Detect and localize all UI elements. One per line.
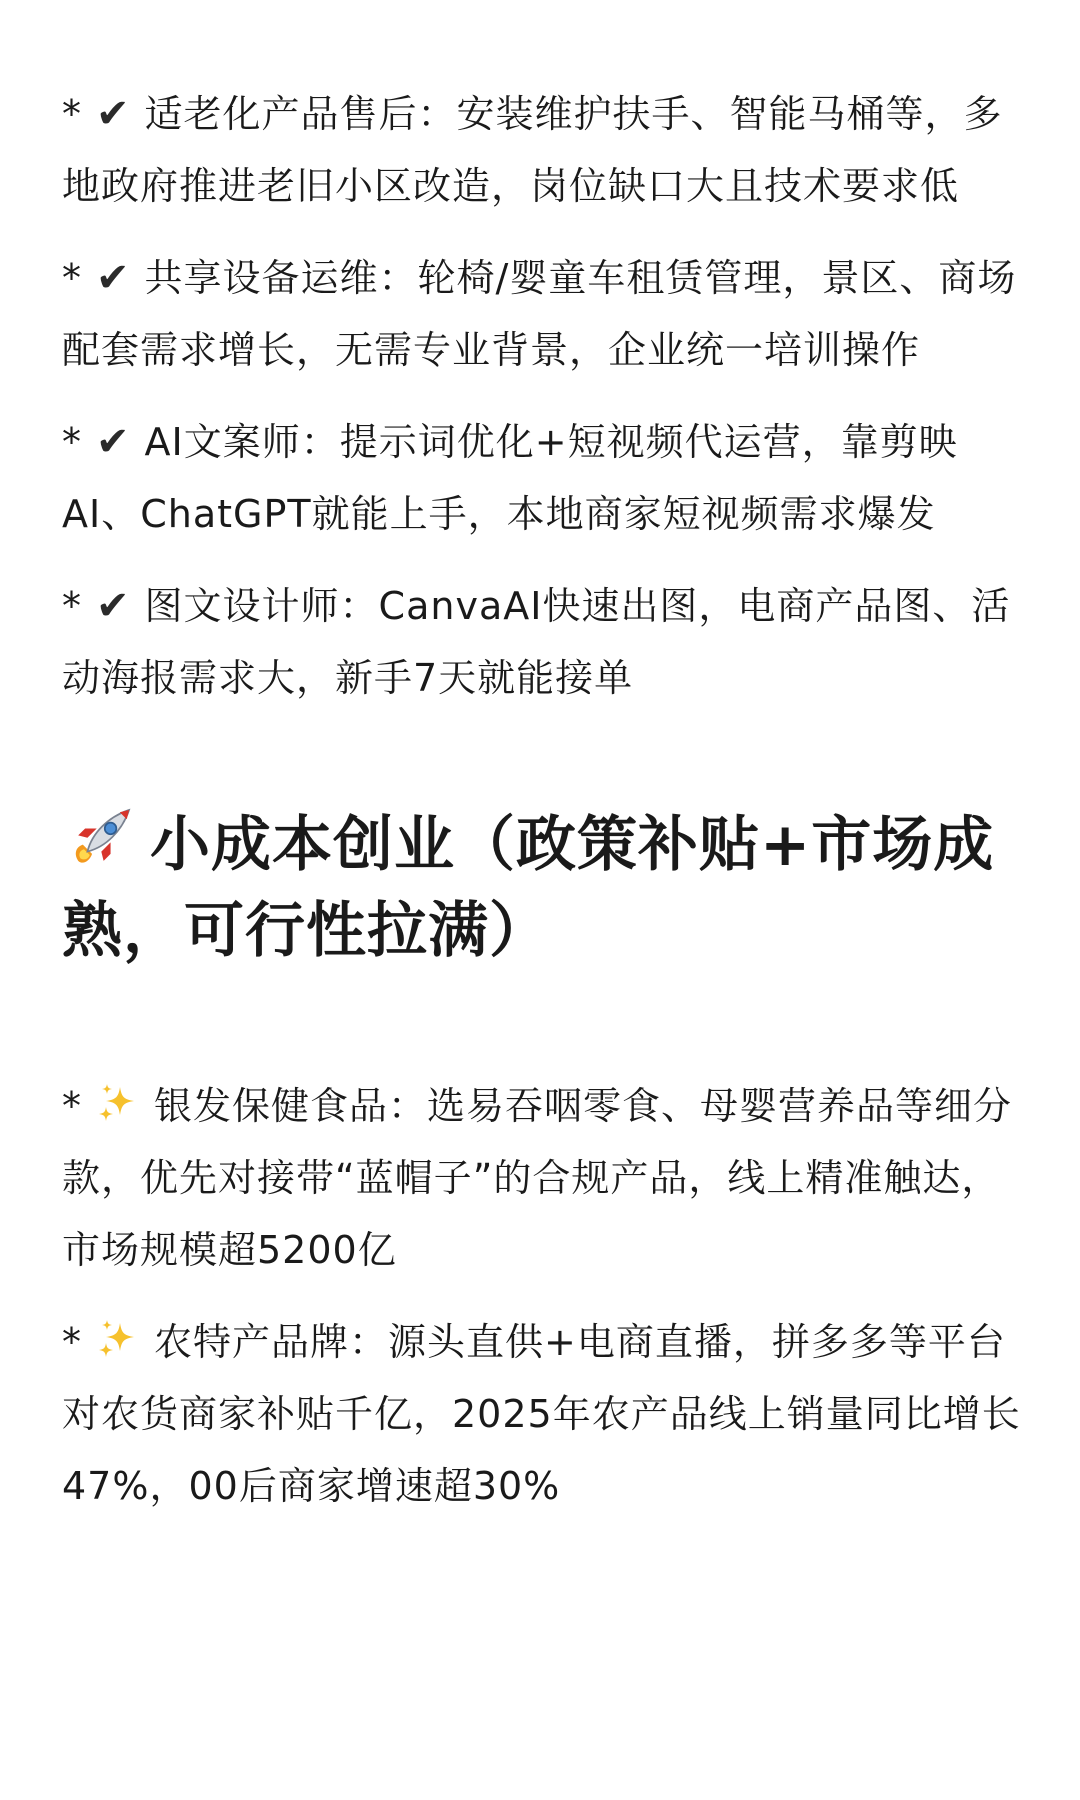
sparkle-icon (96, 1317, 140, 1361)
bullet-marker: * (62, 584, 82, 628)
item-text: 选易吞咽零食、母婴营养品等细分款，优先对接带“蓝帽子”的合规产品，线上精准触达，市场规模超5200亿 (62, 1084, 1013, 1272)
list-item (62, 78, 1022, 222)
item-colon: ： (417, 92, 457, 136)
list-item (62, 570, 1022, 714)
item-text: CanvaAI快速出图，电商产品图、活动海报需求大，新手7天就能接单 (62, 584, 1011, 700)
check-icon: ✔ (96, 255, 131, 301)
item-title: 银发保健食品 (154, 1084, 389, 1128)
item-colon: ： (339, 584, 379, 628)
list-item (62, 406, 1022, 550)
section-heading (62, 802, 1022, 974)
item-title: AI文案师 (144, 420, 301, 464)
bullet-marker: * (62, 92, 82, 136)
item-title: 适老化产品售后 (144, 92, 418, 136)
bullet-marker: * (62, 420, 82, 464)
list-item (62, 1306, 1022, 1522)
check-icon: ✔ (96, 419, 131, 465)
bullet-marker: * (62, 256, 82, 300)
list-item (62, 242, 1022, 386)
bullet-marker: * (62, 1084, 82, 1128)
item-text: 提示词优化+短视频代运营，靠剪映AI、ChatGPT就能上手，本地商家短视频需求爆发 (62, 420, 958, 536)
list-item (62, 1070, 1022, 1286)
bullet-marker: * (62, 1320, 82, 1364)
item-title: 图文设计师 (144, 584, 340, 628)
item-colon: ： (349, 1320, 389, 1364)
sparkle-icon (96, 1081, 140, 1125)
article-content (62, 78, 1022, 1542)
item-colon: ： (378, 256, 418, 300)
item-title: 共享设备运维 (144, 256, 379, 300)
item-text: 轮椅/婴童车租赁管理，景区、商场配套需求增长，无需专业背景，企业统一培训操作 (62, 256, 1017, 372)
check-icon: ✔ (96, 91, 131, 137)
item-colon: ： (388, 1084, 428, 1128)
item-text: 安装维护扶手、智能马桶等，多地政府推进老旧小区改造，岗位缺口大且技术要求低 (62, 92, 1003, 208)
item-title: 农特产品牌 (154, 1320, 350, 1364)
item-text: 源头直供+电商直播，拼多多等平台对农货商家补贴千亿，2025年农产品线上销量同比增长47%，00后商家增速超30% (62, 1320, 1021, 1508)
item-colon: ： (300, 420, 340, 464)
check-icon: ✔ (96, 583, 131, 629)
section-title-text: 小成本创业（政策补贴+市场成熟，可行性拉满） (62, 810, 995, 966)
rocket-icon (62, 803, 136, 877)
